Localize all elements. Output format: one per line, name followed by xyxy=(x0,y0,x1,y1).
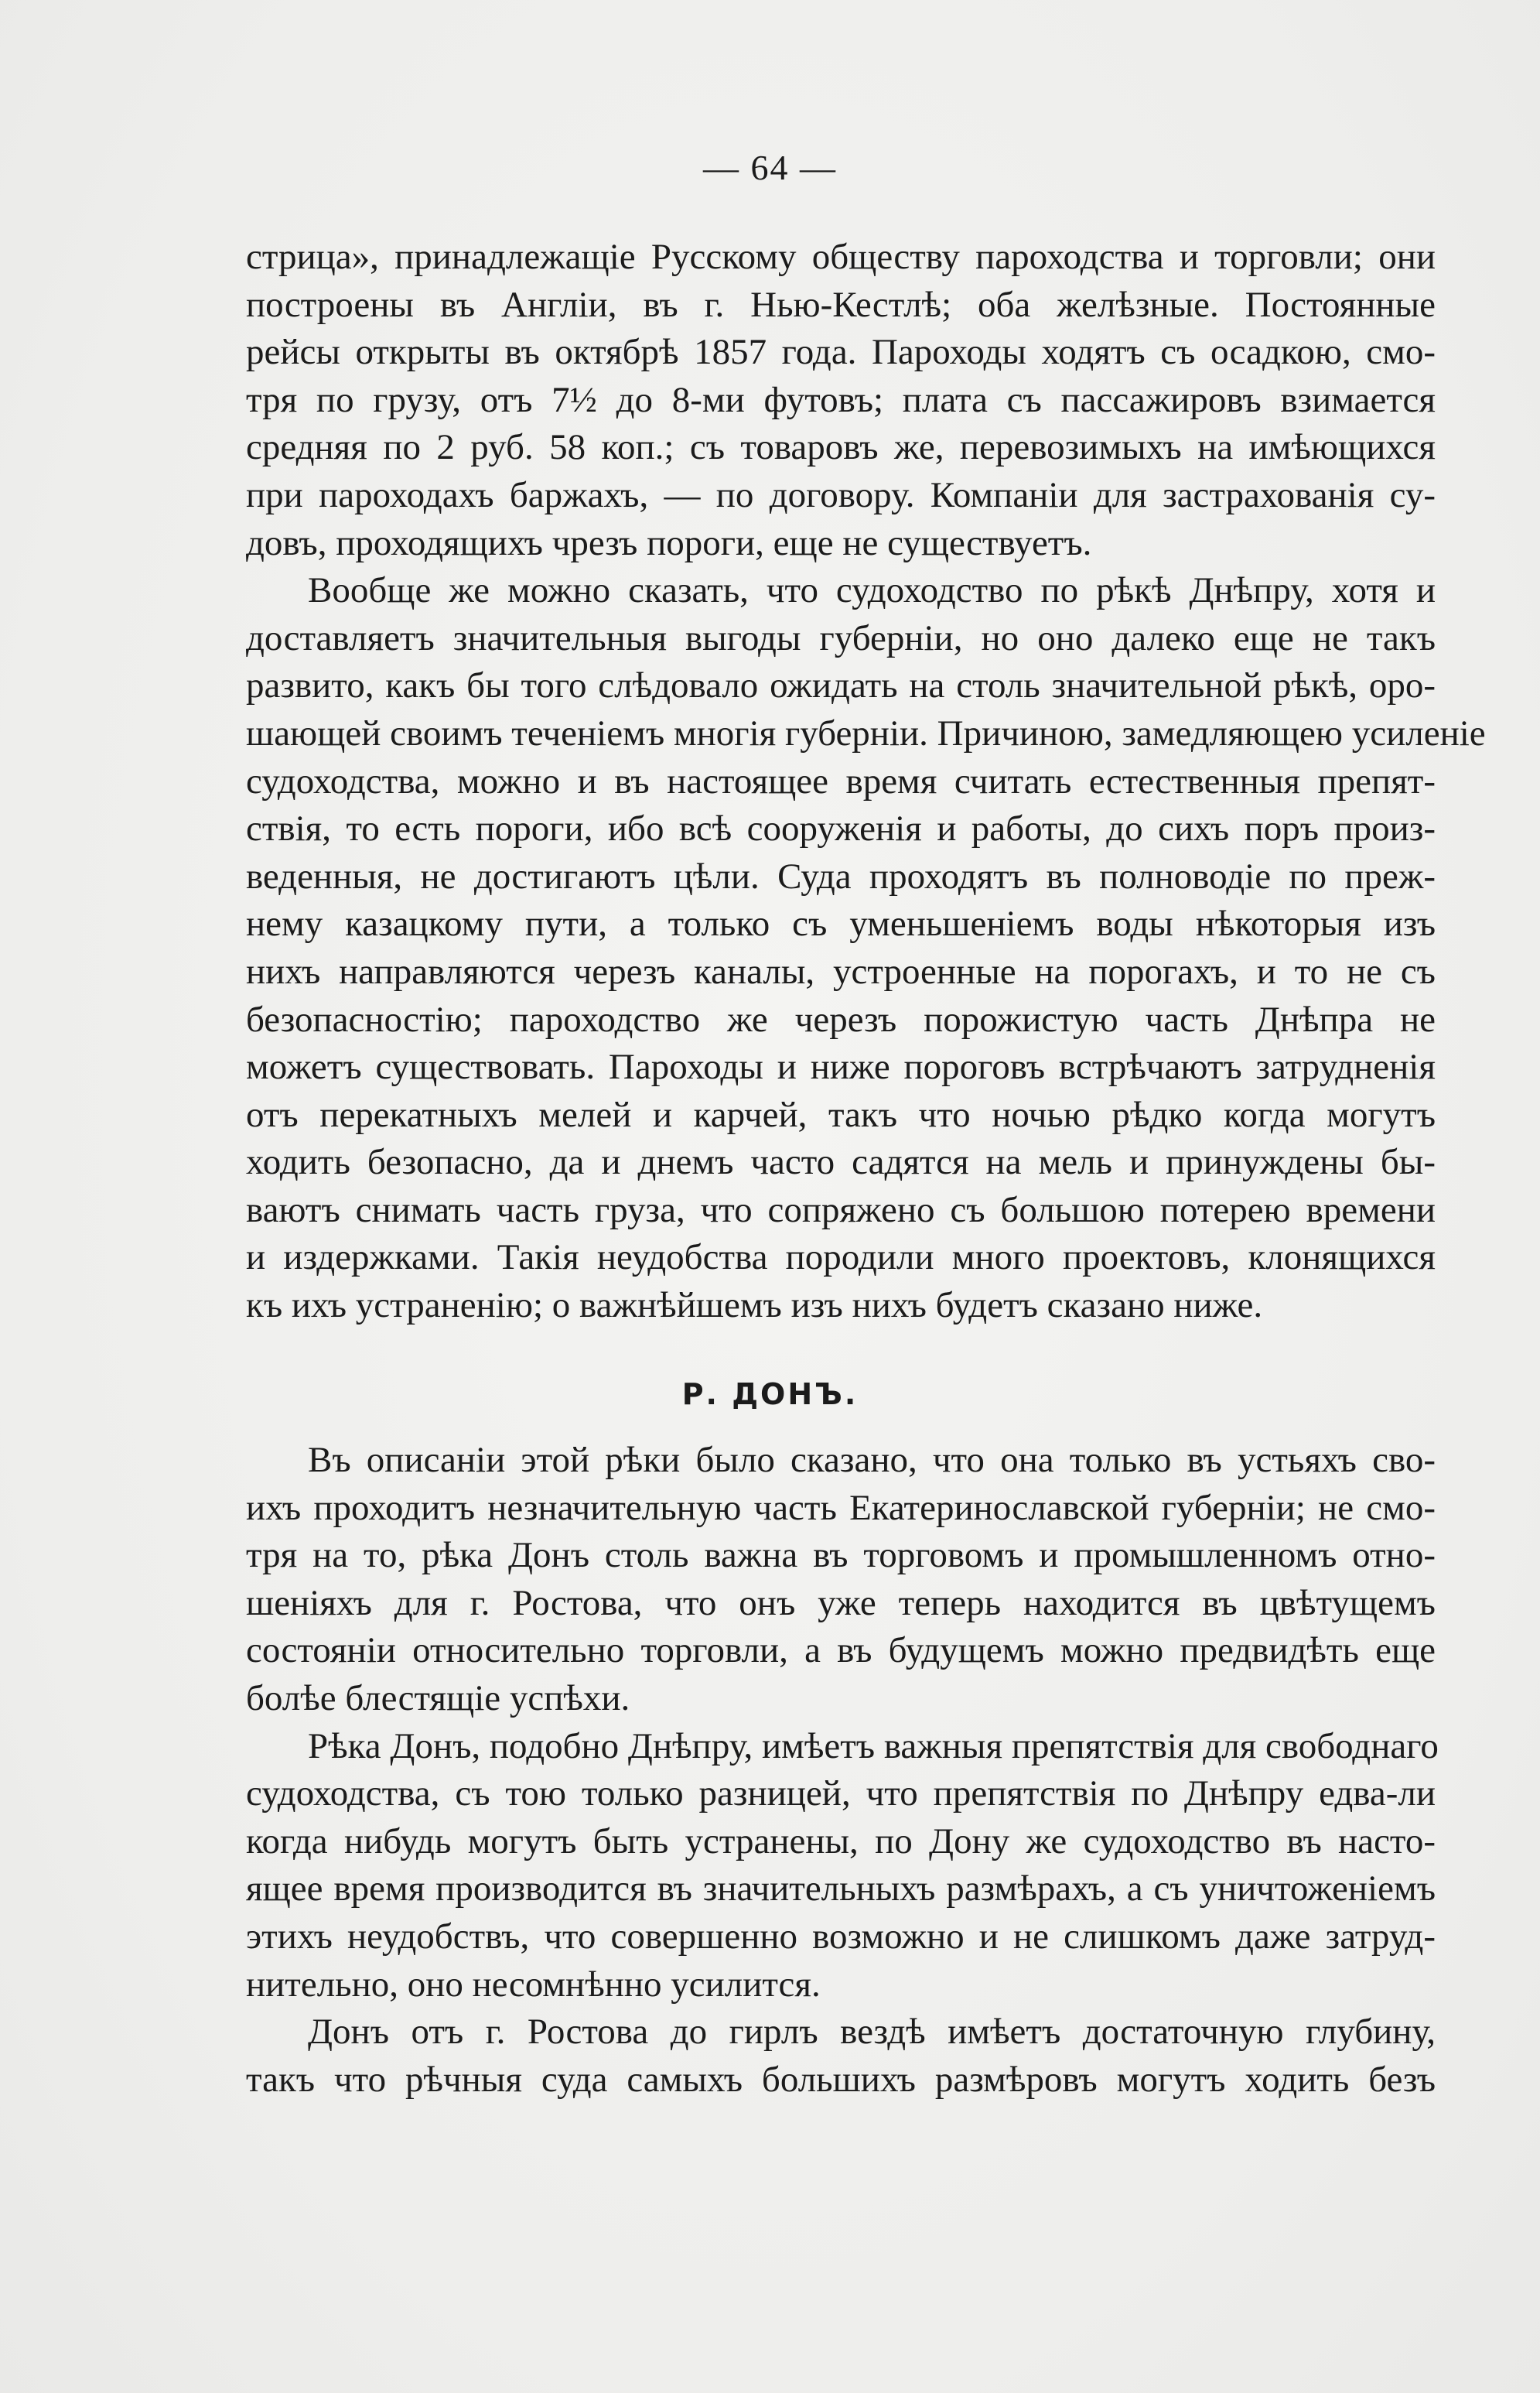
text-line: Донъ отъ г. Ростова до гирлъ вездѣ имѣетъ достаточную глубину, xyxy=(308,2012,1436,2053)
text-line: доставляетъ значительныя выгоды губерніи, но оно далеко еще не такъ xyxy=(246,617,1436,658)
text-line: построены въ Англіи, въ г. Нью-Кестлѣ; оба желѣзные. Постоянные xyxy=(246,284,1436,325)
text-line: ихъ проходитъ незначительную часть Екатеринославской губерніи; не смо- xyxy=(246,1487,1436,1528)
text-line: ваютъ снимать часть груза, что сопряжено съ большою потерею времени xyxy=(246,1189,1436,1230)
text-line: судоходства, съ тою только разницей, что препятствія по Днѣпру едва-ли xyxy=(246,1773,1436,1814)
text-line: можетъ существовать. Пароходы и ниже пороговъ встрѣчаютъ затрудненія xyxy=(246,1047,1436,1088)
text-line: ящее время производится въ значительныхъ размѣрахъ, а съ уничтоженіемъ xyxy=(246,1868,1436,1909)
text-line: безопасностію; пароходство же черезъ порожистую часть Днѣпра не xyxy=(246,999,1436,1040)
text-line: шающей своимъ теченіемъ многія губерніи. Причиною, замедляющею усиленіе xyxy=(246,713,1486,754)
text-line: къ ихъ устраненію; о важнѣйшемъ изъ нихъ будетъ сказано ниже. xyxy=(246,1285,1263,1326)
text-line: рейсы открыты въ октябрѣ 1857 года. Пароходы ходятъ съ осадкою, смо- xyxy=(246,332,1436,373)
text-line: и издержками. Такія неудобства породили много проектовъ, клонящихся xyxy=(246,1237,1436,1278)
text-line: нихъ направляются черезъ каналы, устроенные на порогахъ, и то не съ xyxy=(246,951,1436,992)
text-line: довъ, проходящихъ чрезъ пороги, еще не существуетъ. xyxy=(246,522,1092,563)
page-number: — 64 — xyxy=(703,148,837,187)
text-line: Рѣка Донъ, подобно Днѣпру, имѣетъ важныя препятствія для свободнаго xyxy=(308,1725,1439,1766)
text-line: этихъ неудобствъ, что совершенно возможно и не слишкомъ даже затруд- xyxy=(246,1916,1436,1957)
text-line: отъ перекатныхъ мелей и карчей, такъ что ночью рѣдко когда могутъ xyxy=(246,1094,1436,1135)
text-line: ходить безопасно, да и днемъ часто садятся на мель и принуждены бы- xyxy=(246,1142,1436,1183)
text-line: средняя по 2 руб. 58 коп.; съ товаровъ же, перевозимыхъ на имѣющихся xyxy=(246,427,1436,468)
text-line: тря по грузу, отъ 7½ до 8-ми футовъ; плата съ пассажировъ взимается xyxy=(246,379,1436,420)
text-line: стрица», принадлежащіе Русскому обществу пароходства и торговли; они xyxy=(246,237,1436,277)
text-line: болѣе блестящіе успѣхи. xyxy=(246,1677,630,1718)
text-line: веденныя, не достигаютъ цѣли. Суда проходятъ въ полноводіе по преж- xyxy=(246,856,1436,897)
text-block-dnieper xyxy=(246,234,1486,1330)
text-line: Вообще же можно сказать, что судоходство по рѣкѣ Днѣпру, хотя и xyxy=(308,570,1436,611)
text-line: ствія, то есть пороги, ибо всѣ сооруженія и работы, до сихъ поръ произ- xyxy=(246,808,1436,850)
text-line: развито, какъ бы того слѣдовало ожидать на столь значительной рѣкѣ, оро- xyxy=(246,665,1436,706)
text-line: нительно, оно несомнѣнно усилится. xyxy=(246,1964,821,2005)
text-line: нему казацкому пути, а только съ уменьшеніемъ воды нѣкоторыя изъ xyxy=(246,904,1436,945)
section-heading: Р. ДОНЪ. xyxy=(681,1377,859,1411)
text-line: такъ что рѣчныя суда самыхъ большихъ размѣровъ могутъ ходить безъ xyxy=(246,2059,1436,2100)
text-line: Въ описаніи этой рѣки было сказано, что она только въ устьяхъ сво- xyxy=(308,1440,1436,1480)
section-heading-wrapper xyxy=(0,1377,1540,1424)
text-line: судоходства, можно и въ настоящее время считать естественныя препят- xyxy=(246,761,1436,802)
text-line: состояніи относительно торговли, а въ будущемъ можно предвидѣть еще xyxy=(246,1630,1436,1671)
text-line: шеніяхъ для г. Ростова, что онъ уже теперь находится въ цвѣтущемъ xyxy=(246,1582,1436,1623)
text-line: тря на то, рѣка Донъ столь важна въ торговомъ и промышленномъ отно- xyxy=(246,1535,1436,1576)
text-block-don xyxy=(246,1437,1439,2104)
text-line: при пароходахъ баржахъ, — по договору. Компаніи для застрахованія су- xyxy=(246,474,1436,515)
text-line: когда нибудь могутъ быть устранены, по Дону же судоходство въ насто- xyxy=(246,1820,1436,1861)
